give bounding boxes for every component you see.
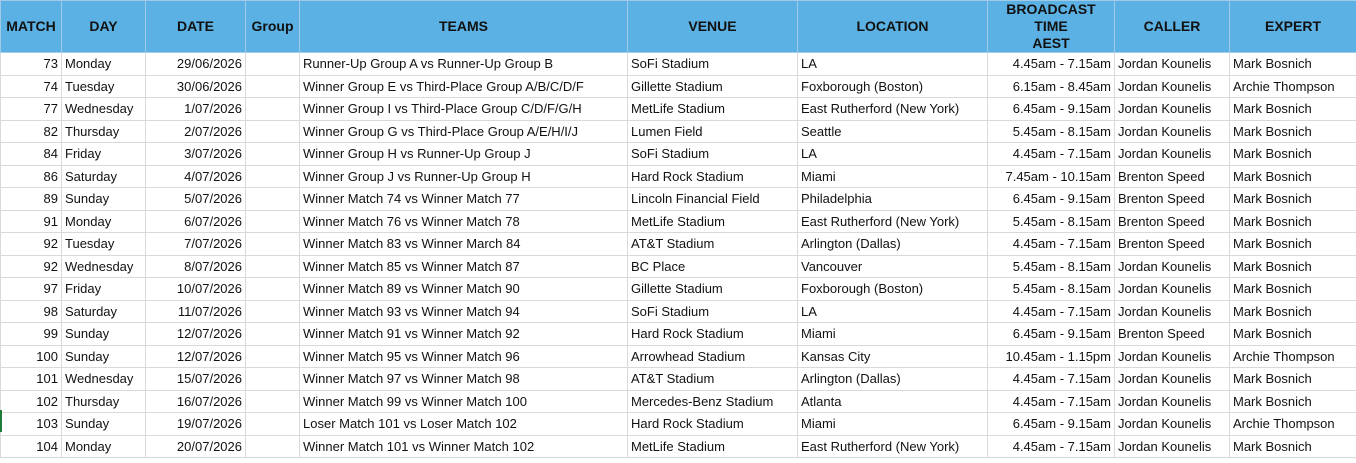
- group-cell[interactable]: [246, 300, 300, 323]
- teams-cell[interactable]: Winner Group E vs Third-Place Group A/B/C/D/F: [300, 75, 628, 98]
- teams-cell[interactable]: Runner-Up Group A vs Runner-Up Group B: [300, 53, 628, 76]
- date-cell[interactable]: 20/07/2026: [146, 435, 246, 458]
- location-cell[interactable]: Foxborough (Boston): [798, 75, 988, 98]
- location-cell[interactable]: East Rutherford (New York): [798, 98, 988, 121]
- caller-cell[interactable]: Jordan Kounelis: [1115, 255, 1230, 278]
- day-cell[interactable]: Tuesday: [62, 233, 146, 256]
- teams-cell[interactable]: Winner Match 83 vs Winner March 84: [300, 233, 628, 256]
- day-cell[interactable]: Monday: [62, 435, 146, 458]
- group-cell[interactable]: [246, 98, 300, 121]
- location-cell[interactable]: Miami: [798, 323, 988, 346]
- table-row: [1, 143, 1356, 166]
- date-cell[interactable]: 8/07/2026: [146, 255, 246, 278]
- header-broadcast-line1: BROADCAST TIME: [1006, 1, 1096, 34]
- day-cell[interactable]: Wednesday: [62, 98, 146, 121]
- expert-cell[interactable]: Mark Bosnich: [1230, 323, 1356, 346]
- table-row: [1, 188, 1356, 211]
- date-cell[interactable]: 3/07/2026: [146, 143, 246, 166]
- match-cell[interactable]: 102: [1, 390, 62, 413]
- header-location[interactable]: LOCATION: [798, 1, 988, 53]
- caller-cell[interactable]: Brenton Speed: [1115, 188, 1230, 211]
- broadcast-time-cell[interactable]: 6.15am - 8.45am: [988, 75, 1115, 98]
- match-cell[interactable]: 92: [1, 255, 62, 278]
- venue-cell[interactable]: BC Place: [628, 255, 798, 278]
- venue-cell[interactable]: Hard Rock Stadium: [628, 165, 798, 188]
- caller-cell[interactable]: Jordan Kounelis: [1115, 368, 1230, 391]
- caller-cell[interactable]: Jordan Kounelis: [1115, 390, 1230, 413]
- teams-cell[interactable]: Winner Match 91 vs Winner Match 92: [300, 323, 628, 346]
- teams-cell[interactable]: Winner Match 85 vs Winner Match 87: [300, 255, 628, 278]
- match-cell[interactable]: 89: [1, 188, 62, 211]
- table-row: [1, 345, 1356, 368]
- group-cell[interactable]: [246, 255, 300, 278]
- expert-cell[interactable]: Mark Bosnich: [1230, 255, 1356, 278]
- header-venue[interactable]: VENUE: [628, 1, 798, 53]
- expert-cell[interactable]: Mark Bosnich: [1230, 368, 1356, 391]
- table-row: [1, 75, 1356, 98]
- match-cell[interactable]: 74: [1, 75, 62, 98]
- date-cell[interactable]: 7/07/2026: [146, 233, 246, 256]
- caller-cell[interactable]: Brenton Speed: [1115, 165, 1230, 188]
- table-row: [1, 98, 1356, 121]
- table-row: [1, 323, 1356, 346]
- group-cell[interactable]: [246, 413, 300, 436]
- day-cell[interactable]: Sunday: [62, 413, 146, 436]
- expert-cell[interactable]: Archie Thompson: [1230, 345, 1356, 368]
- caller-cell[interactable]: Brenton Speed: [1115, 323, 1230, 346]
- table-row: [1, 368, 1356, 391]
- match-cell[interactable]: 98: [1, 300, 62, 323]
- broadcast-time-cell[interactable]: 6.45am - 9.15am: [988, 323, 1115, 346]
- date-cell[interactable]: 30/06/2026: [146, 75, 246, 98]
- day-cell[interactable]: Sunday: [62, 345, 146, 368]
- location-cell[interactable]: Foxborough (Boston): [798, 278, 988, 301]
- caller-cell[interactable]: Jordan Kounelis: [1115, 300, 1230, 323]
- day-cell[interactable]: Wednesday: [62, 255, 146, 278]
- caller-cell[interactable]: Jordan Kounelis: [1115, 75, 1230, 98]
- match-cell[interactable]: 82: [1, 120, 62, 143]
- match-cell[interactable]: 84: [1, 143, 62, 166]
- date-cell[interactable]: 29/06/2026: [146, 53, 246, 76]
- table-row: [1, 300, 1356, 323]
- broadcast-time-cell[interactable]: 5.45am - 8.15am: [988, 255, 1115, 278]
- venue-cell[interactable]: SoFi Stadium: [628, 53, 798, 76]
- caller-cell[interactable]: Jordan Kounelis: [1115, 143, 1230, 166]
- date-cell[interactable]: 2/07/2026: [146, 120, 246, 143]
- location-cell[interactable]: Miami: [798, 413, 988, 436]
- table-row: [1, 390, 1356, 413]
- table-body: [1, 53, 1356, 458]
- expert-cell[interactable]: Mark Bosnich: [1230, 188, 1356, 211]
- match-cell[interactable]: 92: [1, 233, 62, 256]
- broadcast-time-cell[interactable]: 5.45am - 8.15am: [988, 278, 1115, 301]
- table-row: [1, 53, 1356, 76]
- location-cell[interactable]: Vancouver: [798, 255, 988, 278]
- selection-marker: [0, 410, 2, 432]
- venue-cell[interactable]: Hard Rock Stadium: [628, 413, 798, 436]
- header-row: [1, 1, 1356, 53]
- group-cell[interactable]: [246, 75, 300, 98]
- venue-cell[interactable]: Gillette Stadium: [628, 278, 798, 301]
- day-cell[interactable]: Thursday: [62, 120, 146, 143]
- day-cell[interactable]: Monday: [62, 210, 146, 233]
- broadcast-time-cell[interactable]: 4.45am - 7.15am: [988, 390, 1115, 413]
- table-row: [1, 210, 1356, 233]
- expert-cell[interactable]: Mark Bosnich: [1230, 120, 1356, 143]
- teams-cell[interactable]: Winner Match 97 vs Winner Match 98: [300, 368, 628, 391]
- header-match[interactable]: MATCH: [1, 1, 62, 53]
- day-cell[interactable]: Thursday: [62, 390, 146, 413]
- venue-cell[interactable]: SoFi Stadium: [628, 143, 798, 166]
- teams-cell[interactable]: Winner Group H vs Runner-Up Group J: [300, 143, 628, 166]
- date-cell[interactable]: 15/07/2026: [146, 368, 246, 391]
- day-cell[interactable]: Saturday: [62, 165, 146, 188]
- match-cell[interactable]: 101: [1, 368, 62, 391]
- group-cell[interactable]: [246, 368, 300, 391]
- teams-cell[interactable]: Winner Group I vs Third-Place Group C/D/F/G/H: [300, 98, 628, 121]
- caller-cell[interactable]: Brenton Speed: [1115, 210, 1230, 233]
- broadcast-time-cell[interactable]: 4.45am - 7.15am: [988, 368, 1115, 391]
- expert-cell[interactable]: Archie Thompson: [1230, 413, 1356, 436]
- location-cell[interactable]: Atlanta: [798, 390, 988, 413]
- date-cell[interactable]: 19/07/2026: [146, 413, 246, 436]
- table-row: [1, 233, 1356, 256]
- expert-cell[interactable]: Mark Bosnich: [1230, 98, 1356, 121]
- header-expert[interactable]: EXPERT: [1230, 1, 1356, 53]
- group-cell[interactable]: [246, 345, 300, 368]
- day-cell[interactable]: Friday: [62, 278, 146, 301]
- match-cell[interactable]: 100: [1, 345, 62, 368]
- date-cell[interactable]: 1/07/2026: [146, 98, 246, 121]
- expert-cell[interactable]: Mark Bosnich: [1230, 435, 1356, 458]
- match-cell[interactable]: 91: [1, 210, 62, 233]
- date-cell[interactable]: 12/07/2026: [146, 323, 246, 346]
- broadcast-time-cell[interactable]: 5.45am - 8.15am: [988, 210, 1115, 233]
- day-cell[interactable]: Sunday: [62, 323, 146, 346]
- match-cell[interactable]: 103: [1, 413, 62, 436]
- caller-cell[interactable]: Jordan Kounelis: [1115, 345, 1230, 368]
- match-cell[interactable]: 104: [1, 435, 62, 458]
- group-cell[interactable]: [246, 53, 300, 76]
- date-cell[interactable]: 11/07/2026: [146, 300, 246, 323]
- broadcast-time-cell[interactable]: 6.45am - 9.15am: [988, 413, 1115, 436]
- table-row: [1, 413, 1356, 436]
- venue-cell[interactable]: MetLife Stadium: [628, 210, 798, 233]
- expert-cell[interactable]: Mark Bosnich: [1230, 390, 1356, 413]
- teams-cell[interactable]: Winner Group G vs Third-Place Group A/E/H/I/J: [300, 120, 628, 143]
- table-row: [1, 435, 1356, 458]
- broadcast-time-cell[interactable]: 10.45am - 1.15pm: [988, 345, 1115, 368]
- location-cell[interactable]: Kansas City: [798, 345, 988, 368]
- header-group[interactable]: Group: [246, 1, 300, 53]
- expert-cell[interactable]: Mark Bosnich: [1230, 143, 1356, 166]
- date-cell[interactable]: 6/07/2026: [146, 210, 246, 233]
- caller-cell[interactable]: Jordan Kounelis: [1115, 413, 1230, 436]
- match-cell[interactable]: 86: [1, 165, 62, 188]
- expert-cell[interactable]: Mark Bosnich: [1230, 233, 1356, 256]
- expert-cell[interactable]: Mark Bosnich: [1230, 300, 1356, 323]
- broadcast-time-cell[interactable]: 4.45am - 7.15am: [988, 233, 1115, 256]
- venue-cell[interactable]: AT&T Stadium: [628, 233, 798, 256]
- venue-cell[interactable]: Lincoln Financial Field: [628, 188, 798, 211]
- location-cell[interactable]: LA: [798, 143, 988, 166]
- location-cell[interactable]: Arlington (Dallas): [798, 233, 988, 256]
- venue-cell[interactable]: Mercedes-Benz Stadium: [628, 390, 798, 413]
- venue-cell[interactable]: SoFi Stadium: [628, 300, 798, 323]
- broadcast-time-cell[interactable]: 6.45am - 9.15am: [988, 188, 1115, 211]
- location-cell[interactable]: LA: [798, 53, 988, 76]
- table-row: [1, 165, 1356, 188]
- caller-cell[interactable]: Jordan Kounelis: [1115, 53, 1230, 76]
- location-cell[interactable]: Arlington (Dallas): [798, 368, 988, 391]
- group-cell[interactable]: [246, 210, 300, 233]
- header-broadcast-time[interactable]: [988, 1, 1115, 53]
- date-cell[interactable]: 10/07/2026: [146, 278, 246, 301]
- teams-cell[interactable]: Winner Match 95 vs Winner Match 96: [300, 345, 628, 368]
- header-caller[interactable]: CALLER: [1115, 1, 1230, 53]
- caller-cell[interactable]: Jordan Kounelis: [1115, 98, 1230, 121]
- teams-cell[interactable]: Winner Match 74 vs Winner Match 77: [300, 188, 628, 211]
- group-cell[interactable]: [246, 165, 300, 188]
- venue-cell[interactable]: AT&T Stadium: [628, 368, 798, 391]
- expert-cell[interactable]: Mark Bosnich: [1230, 53, 1356, 76]
- venue-cell[interactable]: MetLife Stadium: [628, 435, 798, 458]
- teams-cell[interactable]: Winner Match 76 vs Winner Match 78: [300, 210, 628, 233]
- teams-cell[interactable]: Winner Match 93 vs Winner Match 94: [300, 300, 628, 323]
- day-cell[interactable]: Tuesday: [62, 75, 146, 98]
- table-row: [1, 278, 1356, 301]
- date-cell[interactable]: 5/07/2026: [146, 188, 246, 211]
- header-date[interactable]: DATE: [146, 1, 246, 53]
- group-cell[interactable]: [246, 435, 300, 458]
- location-cell[interactable]: East Rutherford (New York): [798, 435, 988, 458]
- venue-cell[interactable]: Lumen Field: [628, 120, 798, 143]
- expert-cell[interactable]: Mark Bosnich: [1230, 210, 1356, 233]
- day-cell[interactable]: Friday: [62, 143, 146, 166]
- date-cell[interactable]: 12/07/2026: [146, 345, 246, 368]
- date-cell[interactable]: 4/07/2026: [146, 165, 246, 188]
- date-cell[interactable]: 16/07/2026: [146, 390, 246, 413]
- header-day[interactable]: DAY: [62, 1, 146, 53]
- group-cell[interactable]: [246, 143, 300, 166]
- broadcast-time-cell[interactable]: 5.45am - 8.15am: [988, 120, 1115, 143]
- broadcast-time-cell[interactable]: 6.45am - 9.15am: [988, 98, 1115, 121]
- caller-cell[interactable]: Jordan Kounelis: [1115, 435, 1230, 458]
- venue-cell[interactable]: Hard Rock Stadium: [628, 323, 798, 346]
- table-row: [1, 120, 1356, 143]
- teams-cell[interactable]: Loser Match 101 vs Loser Match 102: [300, 413, 628, 436]
- expert-cell[interactable]: Mark Bosnich: [1230, 165, 1356, 188]
- venue-cell[interactable]: Arrowhead Stadium: [628, 345, 798, 368]
- broadcast-time-cell[interactable]: 4.45am - 7.15am: [988, 435, 1115, 458]
- expert-cell[interactable]: Archie Thompson: [1230, 75, 1356, 98]
- group-cell[interactable]: [246, 233, 300, 256]
- caller-cell[interactable]: Brenton Speed: [1115, 233, 1230, 256]
- day-cell[interactable]: Monday: [62, 53, 146, 76]
- location-cell[interactable]: Philadelphia: [798, 188, 988, 211]
- teams-cell[interactable]: Winner Match 89 vs Winner Match 90: [300, 278, 628, 301]
- teams-cell[interactable]: Winner Match 101 vs Winner Match 102: [300, 435, 628, 458]
- match-cell[interactable]: 99: [1, 323, 62, 346]
- caller-cell[interactable]: Jordan Kounelis: [1115, 278, 1230, 301]
- location-cell[interactable]: Miami: [798, 165, 988, 188]
- location-cell[interactable]: East Rutherford (New York): [798, 210, 988, 233]
- venue-cell[interactable]: MetLife Stadium: [628, 98, 798, 121]
- table-row: [1, 255, 1356, 278]
- group-cell[interactable]: [246, 323, 300, 346]
- location-cell[interactable]: Seattle: [798, 120, 988, 143]
- broadcast-time-cell[interactable]: 4.45am - 7.15am: [988, 143, 1115, 166]
- teams-cell[interactable]: Winner Group J vs Runner-Up Group H: [300, 165, 628, 188]
- header-broadcast-line2: AEST: [1032, 35, 1070, 51]
- caller-cell[interactable]: Jordan Kounelis: [1115, 120, 1230, 143]
- group-cell[interactable]: [246, 120, 300, 143]
- teams-cell[interactable]: Winner Match 99 vs Winner Match 100: [300, 390, 628, 413]
- day-cell[interactable]: Wednesday: [62, 368, 146, 391]
- match-cell[interactable]: 97: [1, 278, 62, 301]
- group-cell[interactable]: [246, 390, 300, 413]
- match-cell[interactable]: 77: [1, 98, 62, 121]
- location-cell[interactable]: LA: [798, 300, 988, 323]
- expert-cell[interactable]: Mark Bosnich: [1230, 278, 1356, 301]
- venue-cell[interactable]: Gillette Stadium: [628, 75, 798, 98]
- day-cell[interactable]: Sunday: [62, 188, 146, 211]
- broadcast-time-cell[interactable]: 7.45am - 10.15am: [988, 165, 1115, 188]
- broadcast-time-cell[interactable]: 4.45am - 7.15am: [988, 53, 1115, 76]
- day-cell[interactable]: Saturday: [62, 300, 146, 323]
- broadcast-time-cell[interactable]: 4.45am - 7.15am: [988, 300, 1115, 323]
- header-teams[interactable]: TEAMS: [300, 1, 628, 53]
- group-cell[interactable]: [246, 278, 300, 301]
- group-cell[interactable]: [246, 188, 300, 211]
- match-cell[interactable]: 73: [1, 53, 62, 76]
